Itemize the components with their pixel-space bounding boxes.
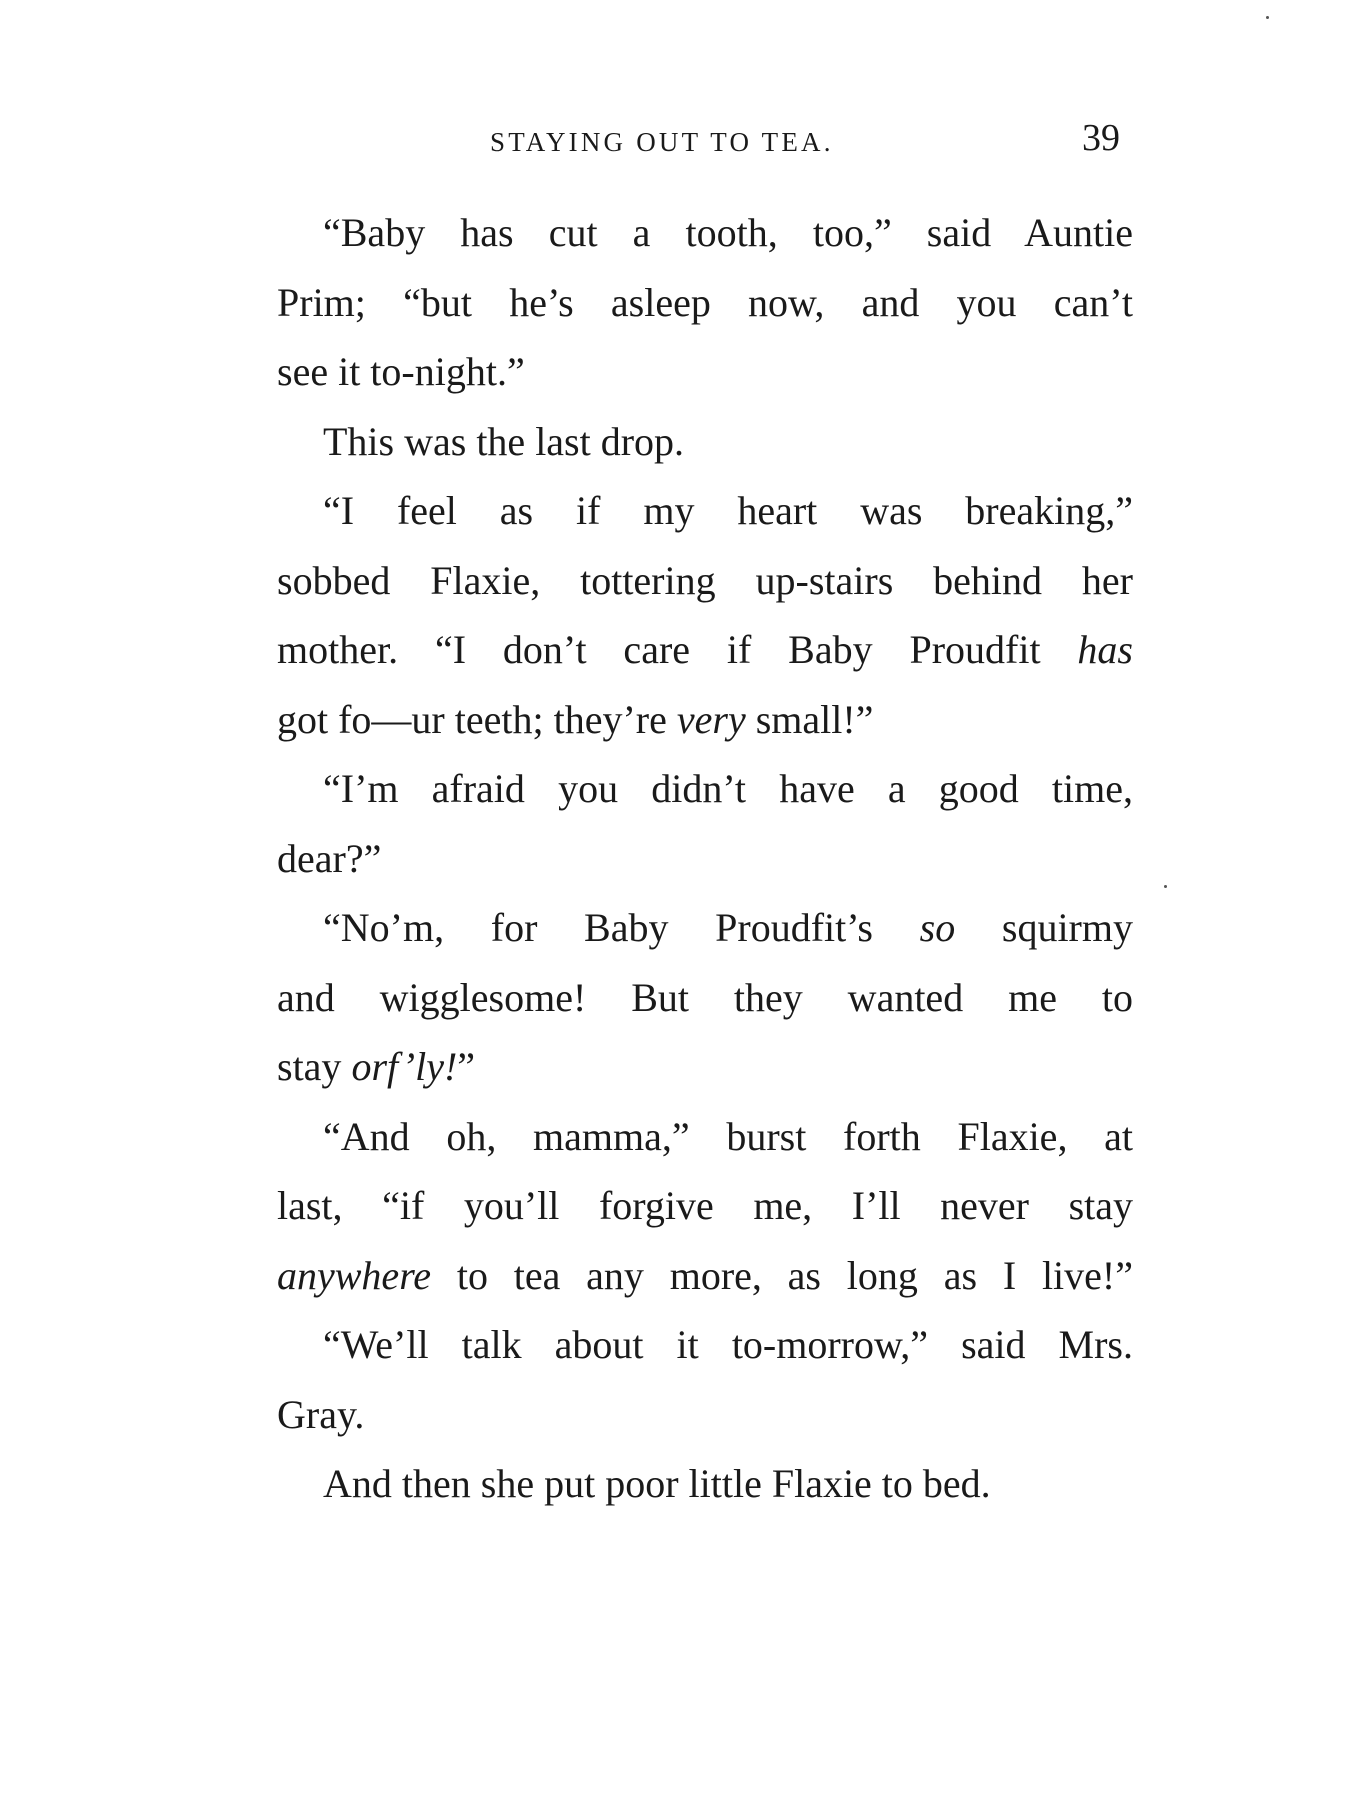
- page-number: 39: [1082, 117, 1120, 159]
- scan-speck: [1164, 885, 1167, 888]
- text-run: “I feel as if my heart was breaking,”: [323, 488, 1133, 533]
- italic-run: has: [1077, 627, 1133, 672]
- text-line: [277, 963, 1133, 1033]
- text-run: got fo—ur teeth; they’re: [277, 696, 677, 742]
- text-line: [277, 1310, 1133, 1380]
- text-line: [277, 337, 1133, 407]
- text-line: [277, 1102, 1133, 1172]
- text-line: [277, 615, 1133, 685]
- text-run: see it to-night.”: [277, 349, 525, 394]
- text-run: And then she put poor little Flaxie to bed.: [323, 1461, 991, 1506]
- italic-run: very: [676, 696, 746, 742]
- text-line: [277, 824, 1133, 894]
- text-line: [277, 1241, 1133, 1311]
- text-line: [277, 1171, 1133, 1241]
- italic-run: so: [919, 905, 956, 950]
- text-run: squirmy: [955, 905, 1133, 950]
- text-run: Gray.: [277, 1391, 365, 1437]
- text-line: [277, 1449, 1133, 1519]
- scan-speck: [1266, 16, 1269, 19]
- text-run: dear?”: [277, 835, 382, 881]
- text-run: last, “if you’ll forgive me, I’ll never stay: [277, 1183, 1133, 1228]
- text-run: “I’m afraid you didn’t have a good time,: [323, 766, 1133, 811]
- text-line: [277, 685, 1133, 755]
- text-run: sobbed Flaxie, tottering up-stairs behind her: [277, 557, 1133, 603]
- text-line: [277, 893, 1133, 963]
- text-run: to tea any more, as long as I live!”: [431, 1252, 1133, 1298]
- text-line: [277, 407, 1133, 477]
- text-run: ”: [457, 1044, 476, 1089]
- text-run: “No’m, for Baby Proudfit’s: [323, 905, 920, 950]
- text-run: “We’ll talk about it to-morrow,” said Mrs.: [323, 1322, 1133, 1367]
- text-run: small!”: [745, 696, 874, 742]
- text-line: [277, 476, 1133, 546]
- running-head-title: STAYING OUT TO TEA.: [490, 127, 834, 157]
- text-line: [277, 268, 1133, 338]
- text-run: and wigglesome! But they wanted me to: [277, 974, 1133, 1020]
- text-line: [277, 546, 1133, 616]
- text-run: mother. “I don’t care if Baby Proudfit: [277, 627, 1078, 672]
- text-line: [277, 198, 1133, 268]
- text-run: “Baby has cut a tooth, too,” said Auntie: [323, 210, 1133, 255]
- italic-run: orf’ly!: [351, 1044, 458, 1089]
- text-line: [277, 754, 1133, 824]
- text-run: This was the last drop.: [323, 418, 685, 464]
- text-run: “And oh, mamma,” burst forth Flaxie, at: [323, 1113, 1133, 1159]
- text-line: [277, 1032, 1133, 1102]
- italic-run: anywhere: [277, 1252, 432, 1298]
- body-text: [277, 198, 1133, 1519]
- text-run: stay: [277, 1044, 352, 1089]
- text-line: [277, 1380, 1133, 1450]
- text-run: Prim; “but he’s asleep now, and you can’t: [277, 279, 1133, 325]
